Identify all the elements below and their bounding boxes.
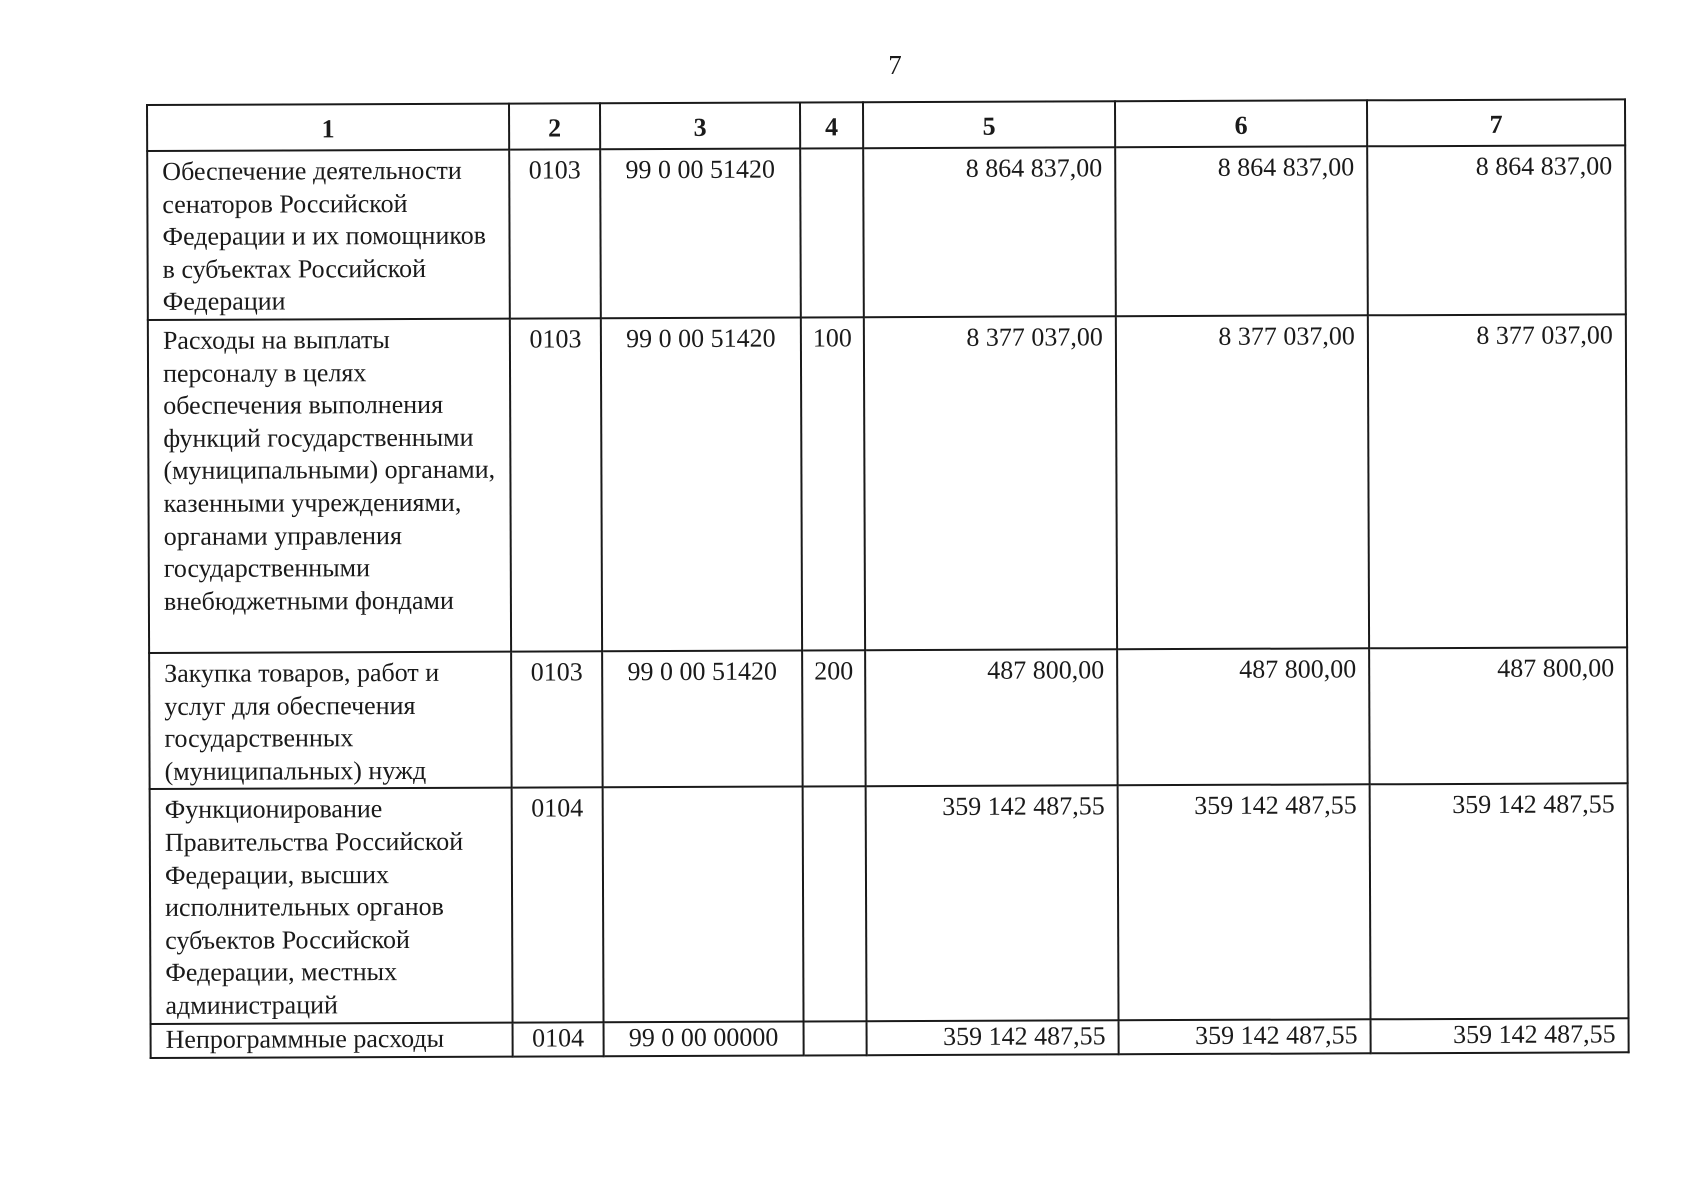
table-row [147, 145, 1626, 320]
row-value-7: 8 377 037,00 [1368, 314, 1627, 648]
header-row [147, 99, 1625, 151]
table-row [150, 784, 1629, 1024]
row-target: 99 0 00 00000 [604, 1021, 804, 1056]
row-value-7: 487 800,00 [1369, 647, 1628, 784]
budget-table-container [146, 98, 1628, 1058]
budget-table [146, 98, 1630, 1058]
header-col-5: 5 [863, 101, 1115, 148]
row-value-6: 359 142 487,55 [1118, 785, 1371, 1020]
row-section: 0104 [512, 788, 604, 1023]
header-col-7: 7 [1367, 99, 1625, 146]
row-section: 0103 [509, 149, 601, 318]
row-value-7: 8 864 837,00 [1367, 145, 1626, 315]
header-col-4: 4 [800, 102, 863, 148]
row-type [800, 148, 864, 317]
table-row [148, 314, 1627, 653]
header-col-6: 6 [1115, 100, 1367, 147]
row-value-5: 8 864 837,00 [863, 147, 1116, 317]
row-target: 99 0 00 51420 [602, 650, 803, 787]
row-value-5: 487 800,00 [865, 649, 1118, 786]
row-value-5: 359 142 487,55 [867, 1020, 1119, 1055]
row-value-6: 8 864 837,00 [1115, 146, 1368, 316]
row-value-7: 359 142 487,55 [1370, 784, 1629, 1019]
header-col-2: 2 [509, 103, 600, 149]
row-section: 0104 [513, 1022, 604, 1056]
row-value-6: 8 377 037,00 [1116, 315, 1369, 649]
row-name: Расходы на выплаты персоналу в целях обеспечения выполнения функций государственными (муниципальными) органами, казенными учреждениями, органами управления государственными внебюджетными фондами [148, 319, 511, 653]
row-target [603, 787, 804, 1022]
row-value-5: 8 377 037,00 [864, 316, 1117, 650]
row-name: Непрограммные расходы [151, 1022, 513, 1057]
row-type [803, 787, 867, 1021]
page-number: 7 [888, 50, 902, 80]
row-name: Функционирование Правительства Российской Федерации, высших исполнительных органов субъектов Российской Федерации, местных администраций [150, 788, 513, 1024]
row-value-7: 359 142 487,55 [1371, 1018, 1629, 1053]
row-value-6: 359 142 487,55 [1119, 1019, 1371, 1054]
row-target: 99 0 00 51420 [600, 148, 801, 318]
header-col-3: 3 [600, 102, 800, 149]
table-row [151, 1018, 1629, 1058]
header-col-1: 1 [147, 104, 509, 151]
row-type [804, 1021, 867, 1055]
row-value-5: 359 142 487,55 [866, 786, 1119, 1021]
row-name: Обеспечение деятельности сенаторов Российской Федерации и их помощников в субъектах Российской Федерации [147, 150, 510, 320]
row-type: 100 [801, 317, 865, 650]
row-section: 0103 [511, 651, 603, 788]
row-target: 99 0 00 51420 [601, 317, 802, 651]
row-name: Закупка товаров, работ и услуг для обеспечения государственных (муниципальных) нужд [149, 652, 512, 790]
row-type: 200 [802, 650, 866, 787]
table-row [149, 647, 1628, 789]
row-section: 0103 [510, 318, 602, 651]
row-value-6: 487 800,00 [1117, 648, 1370, 785]
